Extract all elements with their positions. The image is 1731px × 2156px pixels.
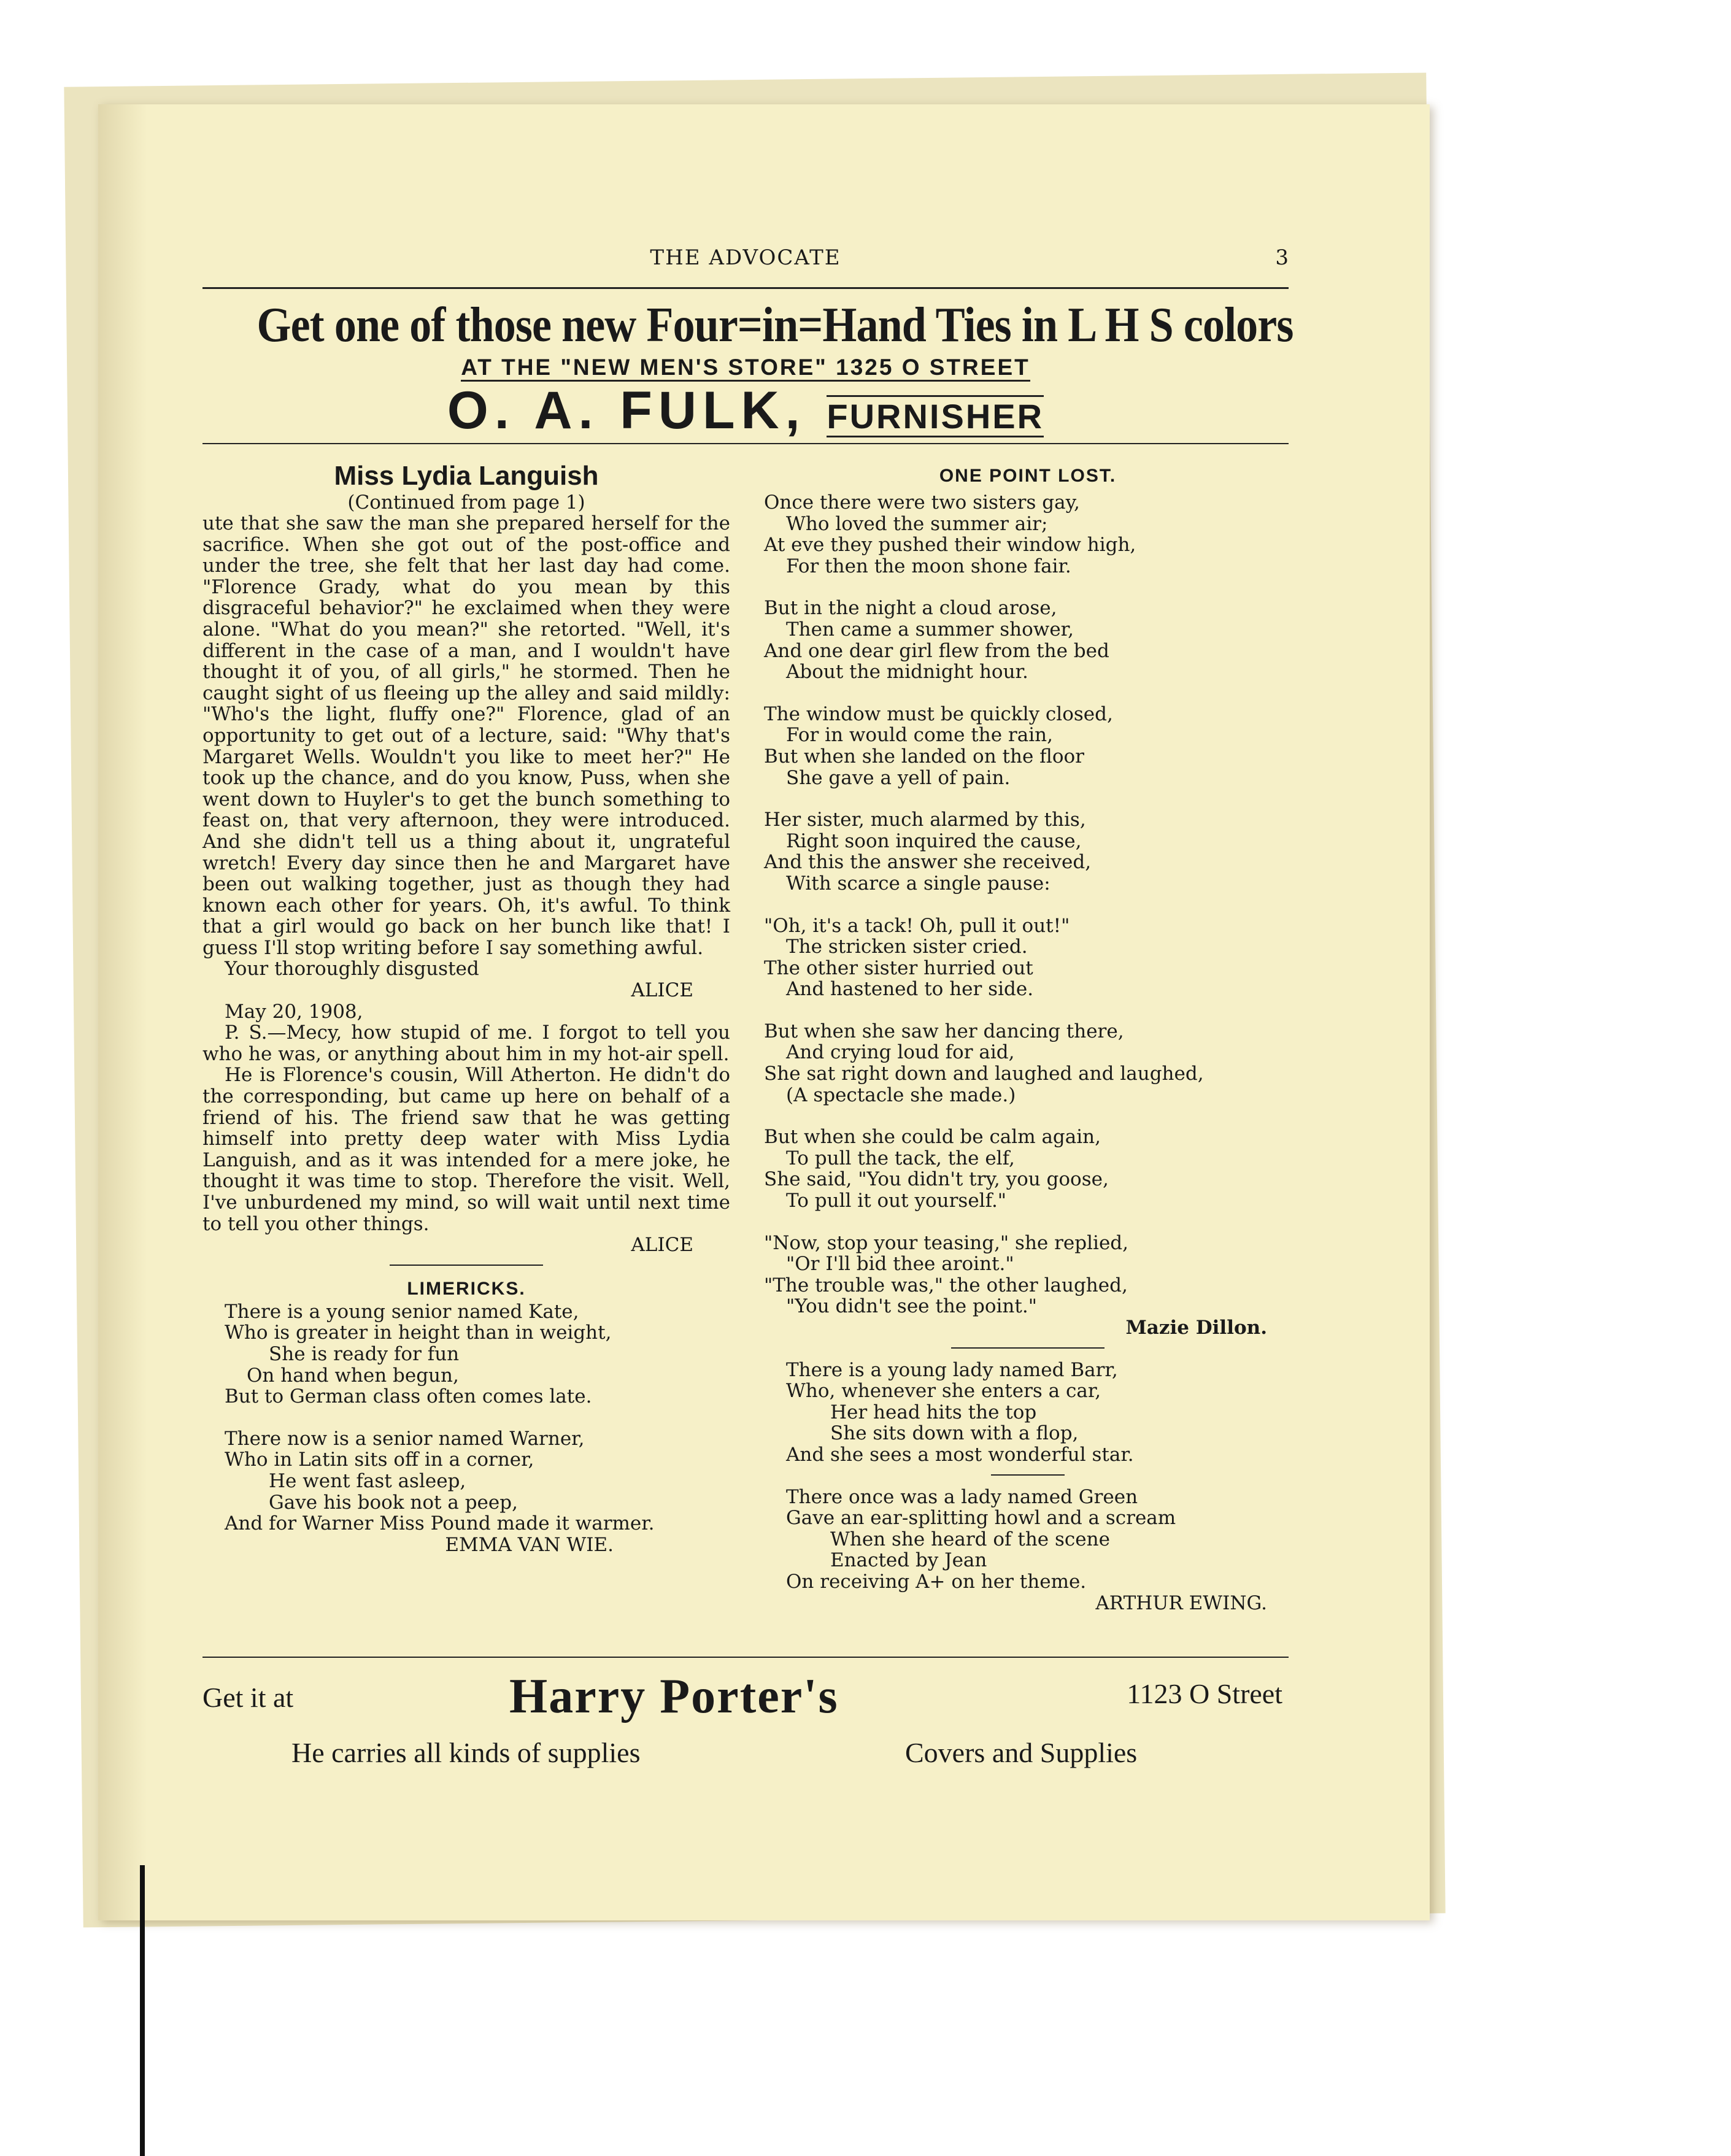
fulk-advertisement [202, 298, 1293, 441]
poem-line: Then came a summer shower, [786, 618, 1074, 641]
poem-line: She said, "You didn't try, you goose, [764, 1168, 1109, 1191]
poem-title: ONE POINT LOST. [939, 466, 1117, 486]
limerick-warner [202, 1428, 730, 1534]
limerick-barr [764, 1360, 1292, 1466]
left-column [202, 460, 730, 1555]
poem-line: She sat right down and laughed and laughed, [764, 1063, 1204, 1085]
limerick-line: Gave his book not a peep, [269, 1491, 518, 1514]
ad-merchant-name: O. A. FULK, [447, 381, 806, 440]
letter-date: May 20, 1908, [225, 1000, 363, 1023]
limerick-line: She is ready for fun [269, 1342, 460, 1365]
limerick-line: On hand when begun, [247, 1364, 459, 1387]
poem-line: Right soon inquired the cause, [786, 830, 1082, 852]
postscript-1: P. S.—Mecy, how stupid of me. I forgot to tell you who he was, or anything about him in my hot-air spell. [202, 1022, 730, 1065]
poem-line: And this the answer she received, [764, 851, 1092, 874]
limerick-line: Who in Latin sits off in a corner, [225, 1449, 534, 1471]
ad-merchant [202, 380, 1289, 441]
poem-line: For then the moon shone fair. [786, 555, 1071, 577]
story-continued-note: (Continued from page 1) [347, 491, 585, 514]
ad-merchant-role: FURNISHER [827, 395, 1044, 437]
limerick-line: But to German class often comes late. [225, 1385, 592, 1408]
poem-line: "Oh, it's a tack! Oh, pull it out!" [764, 914, 1070, 937]
poem-line: Once there were two sisters gay, [764, 491, 1080, 514]
ad-address-line [202, 355, 1289, 380]
ad-address-text: AT THE "NEW MEN'S STORE" 1325 O STREET [461, 355, 1030, 382]
poem-stanza [764, 915, 1292, 1000]
poem-line: About the midnight hour. [786, 661, 1028, 683]
poem-stanzas [764, 492, 1292, 1317]
poem-line: But when she saw her dancing there, [764, 1020, 1124, 1042]
poem-line: Her sister, much alarmed by this, [764, 809, 1086, 831]
poem-line: But when she could be calm again, [764, 1126, 1101, 1149]
poem-line: For in would come the rain, [786, 724, 1053, 747]
poem-line: The stricken sister cried. [786, 936, 1028, 958]
page-number: 3 [1275, 245, 1289, 270]
story-body: ute that she saw the man she prepared herself for the sacrifice. When she got out of the post-office and under the tree, she felt that her last day had come. "Florence Grady, what do you mean by this disgraceful behavior?" he exclaimed when they were alone. "What do you mean?" she retorted. "Well, it's different in the case of a man, and I wouldn't have thought it of you, of all girls," he stormed. Then he caught sight of us fleeing up the alley and said mildly: "Who's the light, fluffy one?" Florence, glad of an opportunity to get out of a lecture, said: "Why that's Margaret Wells. Wouldn't you like to meet her?" He took up the chance, and do you know, Puss, when she went down to Huyler's to get the bunch something to feast on, that very afternoon, they were introduced. And she didn't tell us a thing about it, ungrateful wretch! Every day since then he and Margaret have been out walking together, just as though they had known each other for years. Oh, it's awful. To think that a girl would go back on her bunch like that! I guess I'll stop writing before I say something awful. [202, 512, 730, 959]
poem-line: To pull it out yourself." [786, 1190, 1007, 1212]
poem-stanza [764, 1021, 1292, 1106]
section-divider [390, 1265, 543, 1266]
poem-line: "Now, stop your teasing," she replied, [764, 1231, 1128, 1254]
poem-line: But when she landed on the floor [764, 745, 1084, 768]
footer-address: 1123 O Street [1127, 1678, 1282, 1709]
limerick-line: She sits down with a flop, [830, 1422, 1079, 1445]
poem-line: But in the night a cloud arose, [764, 597, 1057, 620]
poem-line: (A spectacle she made.) [786, 1084, 1016, 1106]
running-head [202, 245, 1289, 276]
poem-line: At eve they pushed their window high, [764, 534, 1136, 556]
porter-advertisement [202, 1669, 1289, 1773]
poem-stanza [764, 1126, 1292, 1211]
page-gutter [98, 104, 147, 1920]
poem-line: She gave a yell of pain. [786, 766, 1011, 789]
publication-title: THE ADVOCATE [650, 245, 841, 270]
limerick-line: He went fast asleep, [269, 1469, 466, 1492]
poem-line: "The trouble was," the other laughed, [764, 1274, 1128, 1296]
limerick-line: And for Warner Miss Pound made it warmer. [225, 1512, 655, 1535]
limerick-line: Enacted by Jean [830, 1549, 987, 1572]
poem-line: And crying loud for aid, [786, 1041, 1015, 1064]
poem-line: And one dear girl flew from the bed [764, 639, 1109, 662]
letter-signature: ALICE [631, 979, 693, 1002]
poem-stanza [764, 704, 1292, 788]
limerick-author: EMMA VAN WIE. [445, 1533, 614, 1556]
right-column [764, 460, 1292, 1614]
poem-line: With scarce a single pause: [786, 872, 1051, 895]
limerick-author-2: ARTHUR EWING. [1095, 1592, 1267, 1614]
limerick-kate [202, 1301, 730, 1407]
limerick-line: Her head hits the top [830, 1401, 1037, 1423]
poem-stanza [764, 809, 1292, 894]
poem-divider [951, 1347, 1105, 1349]
limerick-line: Gave an ear-splitting howl and a scream [786, 1507, 1176, 1530]
limerick-line: There is a young senior named Kate, [225, 1300, 579, 1323]
ad-headline: Get one of those new Four=in=Hand Ties in L H S colors [256, 298, 1293, 352]
poem-stanza [764, 1233, 1292, 1317]
story-title: Miss Lydia Languish [334, 461, 599, 491]
limerick-line: There is a young lady named Barr, [786, 1358, 1118, 1381]
limerick-line: Who is greater in height than in weight, [225, 1322, 612, 1344]
binding-edge [140, 1865, 145, 2156]
limericks-title: LIMERICKS. [407, 1278, 526, 1299]
limerick-line: There now is a senior named Warner, [225, 1427, 585, 1450]
limerick-line: On receiving A+ on her theme. [786, 1570, 1087, 1593]
limerick-line: Who, whenever she enters a car, [786, 1380, 1101, 1403]
ad-rule [202, 443, 1289, 444]
poem-author: Mazie Dillon. [1125, 1317, 1267, 1339]
limerick-line: There once was a lady named Green [786, 1485, 1138, 1508]
poem-line: The window must be quickly closed, [764, 703, 1113, 725]
header-rule [202, 287, 1289, 289]
poem-stanza [764, 598, 1292, 682]
postscript-signature: ALICE [631, 1234, 693, 1257]
limerick-divider [991, 1474, 1065, 1476]
poem-line: "Or I'll bid thee aroint." [786, 1253, 1014, 1276]
limerick-line: When she heard of the scene [830, 1528, 1110, 1550]
footer-rule [202, 1657, 1289, 1658]
poem-line: Who loved the summer air; [786, 512, 1048, 535]
footer-merchant-name: Harry Porter's [509, 1669, 839, 1723]
letter-closing: Your thoroughly disgusted [225, 958, 479, 980]
poem-line: And hastened to her side. [786, 978, 1034, 1001]
limerick-green [764, 1487, 1292, 1593]
postscript-2: He is Florence's cousin, Will Atherton. He didn't do the corresponding, but came up here on behalf of a friend of his. The friend saw that he was getting himself into pretty deep water with Miss Lydia Languish, and as it was intended for a mere joke, he thought it was time to stop. Therefore the visit. Well, I've unburdened my mind, so will wait until next time to tell you other things. [202, 1064, 730, 1235]
footer-covers: Covers and Supplies [905, 1737, 1138, 1768]
poem-line: To pull the tack, the elf, [786, 1147, 1015, 1169]
poem-stanza [764, 492, 1292, 577]
footer-get-it: Get it at [202, 1682, 294, 1713]
limerick-line: And she sees a most wonderful star. [786, 1443, 1134, 1466]
poem-line: The other sister hurried out [764, 957, 1033, 979]
footer-carries: He carries all kinds of supplies [291, 1737, 641, 1768]
poem-line: "You didn't see the point." [786, 1295, 1037, 1318]
